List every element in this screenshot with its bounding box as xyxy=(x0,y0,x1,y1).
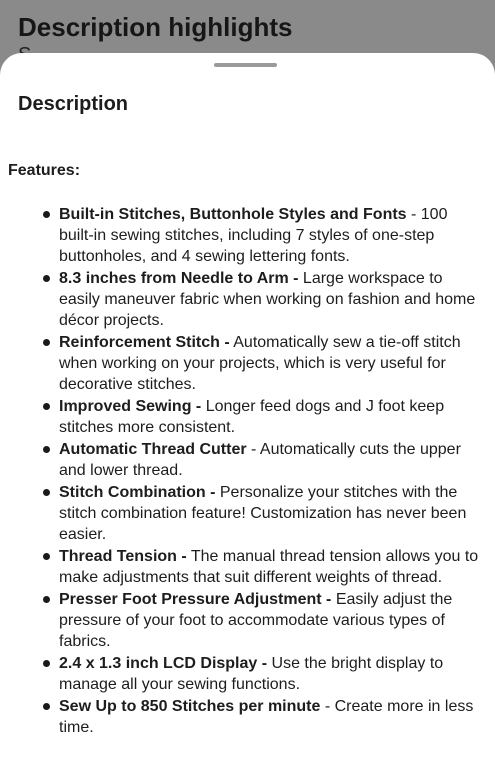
feature-item xyxy=(0,696,495,738)
feature-item xyxy=(0,546,495,588)
feature-item xyxy=(0,653,495,695)
feature-name: Stitch Combination - xyxy=(59,484,216,501)
bullet-icon xyxy=(43,553,50,560)
feature-text: Automatically sew a tie-off stitch when working on your projects, which is very useful for decorative stitches. xyxy=(59,334,461,393)
feature-name: Thread Tension - xyxy=(59,548,187,565)
bullet-icon xyxy=(43,489,50,496)
bullet-icon xyxy=(43,211,50,218)
feature-text: - Automatically cuts the upper and lower thread. xyxy=(59,441,461,479)
feature-name: 8.3 inches from Needle to Arm - xyxy=(59,270,299,287)
feature-name: Automatic Thread Cutter xyxy=(59,441,247,458)
feature-text: Longer feed dogs and J foot keep stitches more consistent. xyxy=(59,398,445,436)
feature-name: Presser Foot Pressure Adjustment - xyxy=(59,591,332,608)
sheet-title: Description xyxy=(18,93,129,115)
bullet-icon xyxy=(43,275,50,282)
bullet-icon xyxy=(43,403,50,410)
bullet-icon xyxy=(43,660,50,667)
background-page-title: Description highlights xyxy=(18,12,293,42)
feature-name: 2.4 x 1.3 inch LCD Display - xyxy=(59,655,268,672)
feature-item xyxy=(0,204,495,267)
feature-text: The manual thread tension allows you to make adjustments that suit different weights of thread. xyxy=(59,548,479,586)
feature-item xyxy=(0,332,495,395)
feature-text: - Create more in less time. xyxy=(59,698,474,736)
feature-text: Large workspace to easily maneuver fabric when working on fashion and home décor projects. xyxy=(59,270,476,329)
bullet-icon xyxy=(43,446,50,453)
bullet-icon xyxy=(43,596,50,603)
feature-item xyxy=(0,268,495,331)
feature-name: Improved Sewing - xyxy=(59,398,202,415)
feature-item xyxy=(0,439,495,481)
feature-list xyxy=(0,204,495,739)
feature-text: Personalize your stitches with the stitch combination feature! Customization has never been easier. xyxy=(59,484,467,543)
feature-name: Reinforcement Stitch - xyxy=(59,334,230,351)
features-heading: Features: xyxy=(8,162,81,179)
feature-text: Use the bright display to manage all your sewing functions. xyxy=(59,655,444,693)
bullet-icon xyxy=(43,339,50,346)
feature-text: - 100 built-in sewing stitches, including 7 styles of one-step buttonholes, and 4 sewing lettering fonts. xyxy=(59,206,448,265)
description-bottom-sheet xyxy=(0,53,495,774)
feature-name: Sew Up to 850 Stitches per minute xyxy=(59,698,321,715)
feature-item xyxy=(0,482,495,545)
feature-text: Easily adjust the pressure of your foot to accommodate various types of fabrics. xyxy=(59,591,453,650)
feature-item xyxy=(0,396,495,438)
sheet-drag-handle[interactable] xyxy=(214,63,277,67)
feature-item xyxy=(0,589,495,652)
feature-name: Built-in Stitches, Buttonhole Styles and Fonts xyxy=(59,206,407,223)
bullet-icon xyxy=(43,703,50,710)
